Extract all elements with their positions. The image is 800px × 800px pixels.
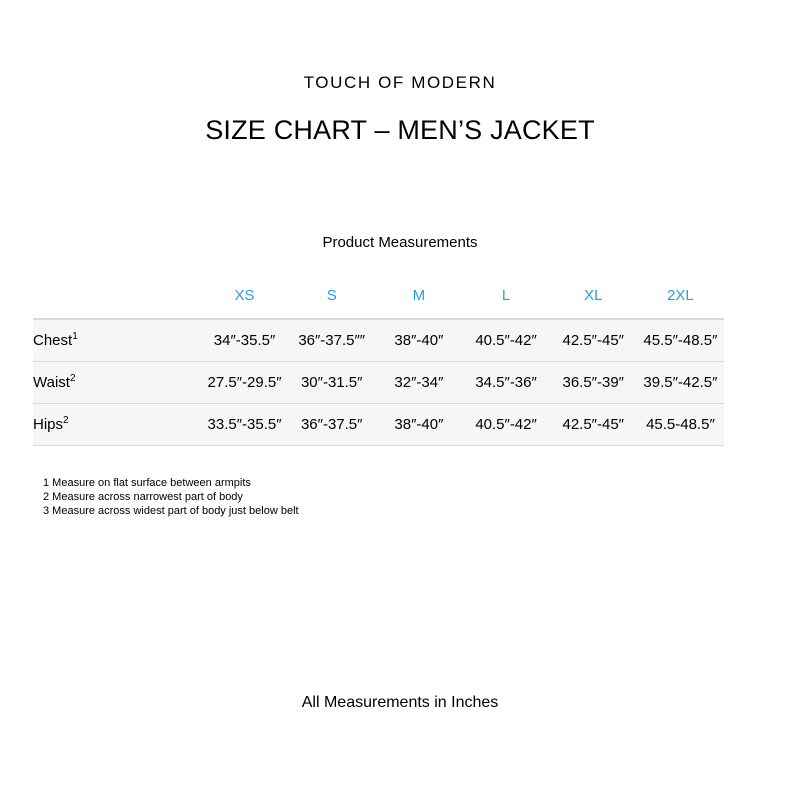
size-header-row (33, 272, 724, 320)
table-cell: 36″-37.5″″ (298, 332, 366, 349)
row-label (33, 416, 201, 433)
size-header: XL (584, 286, 603, 304)
table-cell: 32″-34″ (394, 374, 444, 391)
size-header: L (501, 286, 511, 304)
table-cell: 40.5″-42″ (475, 332, 537, 349)
table-cell: 42.5″-45″ (562, 332, 624, 349)
row-label-text: Waist (33, 374, 70, 391)
table-cell: 40.5″-42″ (475, 416, 537, 433)
page-title: SIZE CHART – MEN’S JACKET (205, 115, 595, 145)
table-cell: 33.5″-35.5″ (207, 416, 282, 433)
table-cell: 42.5″-45″ (562, 416, 624, 433)
row-label-text: Hips (33, 416, 64, 433)
size-header: XS (234, 286, 255, 304)
size-header: S (326, 286, 337, 304)
table-cell: 45.5-48.5″ (646, 416, 715, 433)
table-cell: 34.5″-36″ (475, 374, 537, 391)
footnote: 1 Measure on flat surface between armpits (43, 477, 251, 489)
table-cell: 45.5″-48.5″ (643, 332, 718, 349)
table-cell: 27.5″-29.5″ (207, 374, 282, 391)
brand-logo: TOUCH OF MODERN (303, 73, 497, 92)
row-label (33, 332, 201, 349)
table-cell: 39.5″-42.5″ (643, 374, 718, 391)
size-header: M (412, 286, 426, 304)
units-note: All Measurements in Inches (301, 694, 499, 711)
table-cell: 36″-37.5″ (300, 416, 363, 433)
table-caption: Product Measurements (322, 234, 478, 251)
table-cell: 38″-40″ (394, 332, 444, 349)
footnote-ref: 1 (72, 331, 78, 342)
footnote-ref: 2 (69, 373, 76, 384)
table-row (33, 320, 724, 362)
footnote: 3 Measure across widest part of body just below belt (43, 505, 299, 517)
table-cell: 38″-40″ (394, 416, 444, 433)
footnotes (43, 476, 299, 518)
table-row (33, 404, 724, 446)
table-row (33, 362, 724, 404)
footnote: 2 Measure across narrowest part of body (43, 491, 243, 503)
row-label (33, 374, 201, 391)
table-cell: 34″-35.5″ (213, 332, 276, 349)
row-label-text: Chest (33, 332, 73, 349)
size-header: 2XL (667, 286, 694, 304)
size-table (33, 272, 724, 446)
table-cell: 30″-31.5″ (300, 374, 363, 391)
footnote-ref: 2 (63, 415, 69, 426)
table-cell: 36.5″-39″ (562, 374, 624, 391)
